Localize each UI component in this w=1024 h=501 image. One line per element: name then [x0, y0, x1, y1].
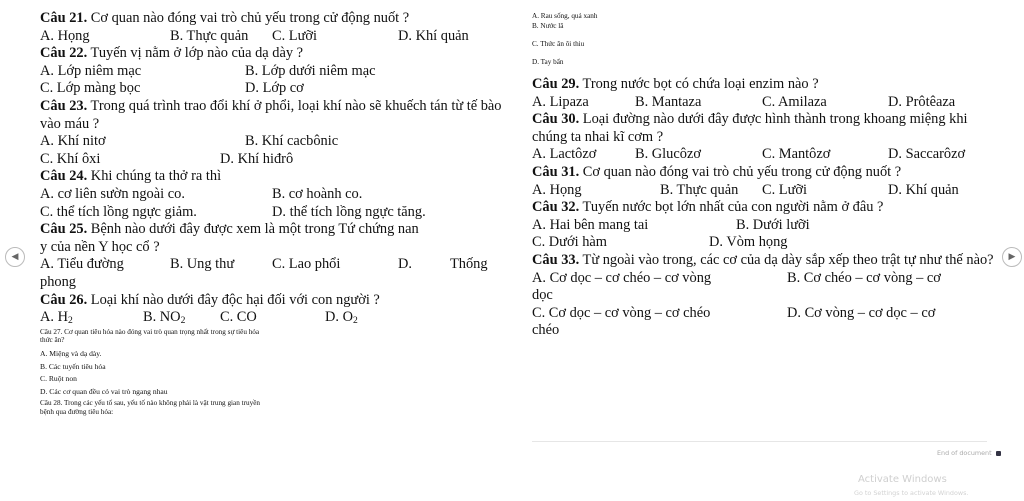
question-text: Trong quá trình trao đổi khí ở phổi, loại khí nào sẽ khuếch tán từ tế bào vào máu ? [40, 97, 502, 132]
previous-page-button[interactable] [5, 247, 25, 267]
option-b: B. $NO_2$ [143, 309, 186, 327]
question-text: Bệnh nào dưới đây được xem là một trong Tứ chứng nan [90, 221, 419, 238]
options-32-row2 [532, 234, 994, 252]
option-b: B. Lớp dưới niêm mạc [245, 62, 376, 79]
options-22-row1 [40, 63, 510, 81]
activate-windows-subtext: Go to Settings to activate Windows. [854, 489, 969, 497]
question-number: Câu 21. [40, 10, 88, 26]
option-b: B. Mantaza [635, 93, 702, 110]
question-23 [40, 98, 510, 133]
option-c: C. Ruột non [40, 374, 77, 384]
option-b: B. Thực quản [170, 27, 249, 44]
option-c: C. Khí ôxi [40, 150, 101, 167]
question-text-cont: bệnh qua đường tiêu hóa: [40, 407, 114, 416]
options-33-row2-cont [532, 322, 994, 340]
option-c: C. Lao phổi [272, 256, 341, 273]
activate-windows-watermark: Activate Windows [858, 474, 947, 485]
question-number: Câu 26. [40, 291, 88, 308]
left-column [40, 10, 510, 417]
option-d: D. $O_2$ [325, 309, 358, 327]
question-26 [40, 292, 510, 310]
question-number: Câu 24. [40, 168, 88, 185]
question-text: Câu 27. Cơ quan tiêu hóa nào đóng vai trò quan trọng nhất trong sự tiêu hóa [40, 327, 260, 336]
question-28 [40, 399, 510, 417]
option-c: C. CO [220, 309, 257, 326]
question-text: Tuyến nước bọt lớn nhất của con người nằm ở đâu ? [582, 199, 884, 216]
option-c: C. Lưỡi [272, 27, 317, 44]
question-29 [532, 76, 994, 94]
options-22-row2 [40, 80, 510, 98]
question-31 [532, 164, 994, 182]
option-d: D. Cơ vòng – cơ dọc – cơ [787, 304, 936, 321]
options-33-row1-cont [532, 287, 994, 305]
option-c: C. Lưỡi [762, 181, 807, 198]
question-33 [532, 252, 994, 270]
option-c: C. Dưới hàm [532, 234, 607, 251]
question-number: Câu 23. [40, 97, 88, 114]
option-d: D. Prôtêaza [888, 93, 956, 110]
option-b: B. Ung thư [170, 256, 235, 273]
divider [532, 441, 987, 442]
question-21 [40, 10, 510, 28]
question-number: Câu 32. [532, 199, 580, 216]
end-of-document-label: End of document [937, 449, 1001, 457]
option-d-cont: chéo [532, 322, 560, 339]
options-33-row2 [532, 305, 994, 323]
question-text: Cơ quan nào đóng vai trò chủ yếu trong cử động nuốt ? [582, 163, 902, 180]
option-a: A. cơ liên sườn ngoài co. [40, 185, 185, 202]
question-text: Câu 28. Trong các yếu tố sau, yếu tố nào không phải là vật trung gian truyền [40, 398, 260, 407]
option-b: B. Các tuyến tiêu hóa [40, 361, 106, 371]
question-text: Loại đường nào dưới đây được hình thành trong khoang miệng khi chúng ta nhai kĩ cơm ? [532, 111, 968, 145]
option-a: A. Họng [532, 181, 582, 198]
options-31 [532, 182, 994, 200]
option-c: C. Lớp màng bọc [40, 80, 141, 97]
question-number: Câu 29. [532, 76, 580, 92]
options-32-row1 [532, 217, 994, 235]
question-number: Câu 33. [532, 251, 580, 268]
option-a: A. Lipaza [532, 93, 589, 110]
right-column [532, 12, 994, 340]
question-25 [40, 221, 510, 239]
question-text: Cơ quan nào đóng vai trò chủ yếu trong cử động nuốt ? [90, 10, 410, 26]
question-text-cont: thức ăn? [40, 336, 65, 345]
question-text: Tuyến vị nằm ở lớp nào của dạ dày ? [90, 45, 304, 62]
options-21 [40, 28, 510, 46]
option-b: B. cơ hoành co. [272, 185, 363, 202]
question-25-cont [40, 239, 510, 257]
option-d: D. Saccarôzơ [888, 146, 966, 163]
option-c: C. Thức ăn ôi thiu [532, 40, 585, 48]
question-number: Câu 30. [532, 111, 580, 128]
option-a: A. $H_2$ [40, 309, 73, 327]
question-text: Khi chúng ta thở ra thì [90, 168, 222, 185]
question-text: Trong nước bọt có chứa loại enzim nào ? [582, 76, 819, 92]
options-25 [40, 256, 510, 274]
option-b: B. Nước lã [532, 22, 564, 30]
option-a: A. Lớp niêm mạc [40, 62, 142, 79]
option-a: A. Cơ dọc – cơ chéo – cơ vòng [532, 269, 712, 286]
option-c: C. Mantôzơ [762, 146, 831, 163]
option-a: A. Tiểu đường [40, 256, 124, 273]
option-d: D. Các cơ quan đều có vai trò ngang nhau [40, 386, 168, 396]
end-marker-icon [996, 451, 1001, 456]
option-b: B. Thực quản [660, 181, 739, 198]
option-b: B. Khí cacbônic [245, 133, 339, 150]
option-a: A. Miệng và dạ dày. [40, 349, 102, 359]
option-d: D. Khí hiđrô [220, 150, 294, 167]
option-a: A. Rau sống, quả xanh [532, 12, 598, 20]
option-a: A. Lactôzơ [532, 146, 597, 163]
options-30 [532, 146, 994, 164]
next-page-button[interactable] [1002, 247, 1022, 267]
option-d-text-cont: phong [40, 273, 76, 290]
chevron-right-icon: ▶ [1008, 252, 1016, 262]
option-c: C. thể tích lồng ngực giảm. [40, 203, 197, 220]
option-d-text: Thống [450, 256, 488, 273]
option-d: D. Khí quản [398, 27, 469, 44]
option-d: D. Lớp cơ [245, 80, 304, 97]
options-25-cont [40, 274, 510, 292]
question-28-options [532, 12, 994, 70]
options-33-row1 [532, 270, 994, 288]
option-d: D. Khí quản [888, 181, 959, 198]
option-a: A. Hai bên mang tai [532, 216, 649, 233]
question-32 [532, 199, 994, 217]
options-24-row1 [40, 186, 510, 204]
option-b: B. Cơ chéo – cơ vòng – cơ [787, 269, 941, 286]
question-number: Câu 22. [40, 45, 88, 62]
option-d: D. Vòm họng [709, 234, 788, 251]
option-a: A. Khí nitơ [40, 133, 106, 150]
option-b-cont: dọc [532, 287, 553, 304]
options-29 [532, 94, 994, 112]
option-d: D. Tay bẩn [532, 58, 564, 66]
question-30 [532, 111, 994, 146]
options-23-row1 [40, 133, 510, 151]
option-c: C. Cơ dọc – cơ vòng – cơ chéo [532, 304, 711, 321]
question-22 [40, 45, 510, 63]
option-d: D. thể tích lồng ngực tăng. [272, 203, 426, 220]
chevron-left-icon: ◀ [11, 252, 19, 262]
option-d: D. [398, 256, 412, 273]
option-b: B. Dưới lưỡi [736, 216, 810, 233]
question-number: Câu 25. [40, 221, 88, 238]
options-26 [40, 309, 510, 327]
question-text: Loại khí nào dưới đây độc hại đối với con người ? [90, 291, 380, 308]
question-27 [40, 328, 510, 398]
options-23-row2 [40, 151, 510, 169]
question-text-cont: y của nền Y học cổ ? [40, 238, 160, 255]
question-number: Câu 31. [532, 163, 580, 180]
option-b: B. Glucôzơ [635, 146, 701, 163]
option-a: A. Họng [40, 27, 90, 44]
question-text: Từ ngoài vào trong, các cơ của dạ dày sắp xếp theo trật tự như thế nào? [582, 251, 994, 268]
option-c: C. Amilaza [762, 93, 827, 110]
question-24 [40, 168, 510, 186]
options-24-row2 [40, 204, 510, 222]
